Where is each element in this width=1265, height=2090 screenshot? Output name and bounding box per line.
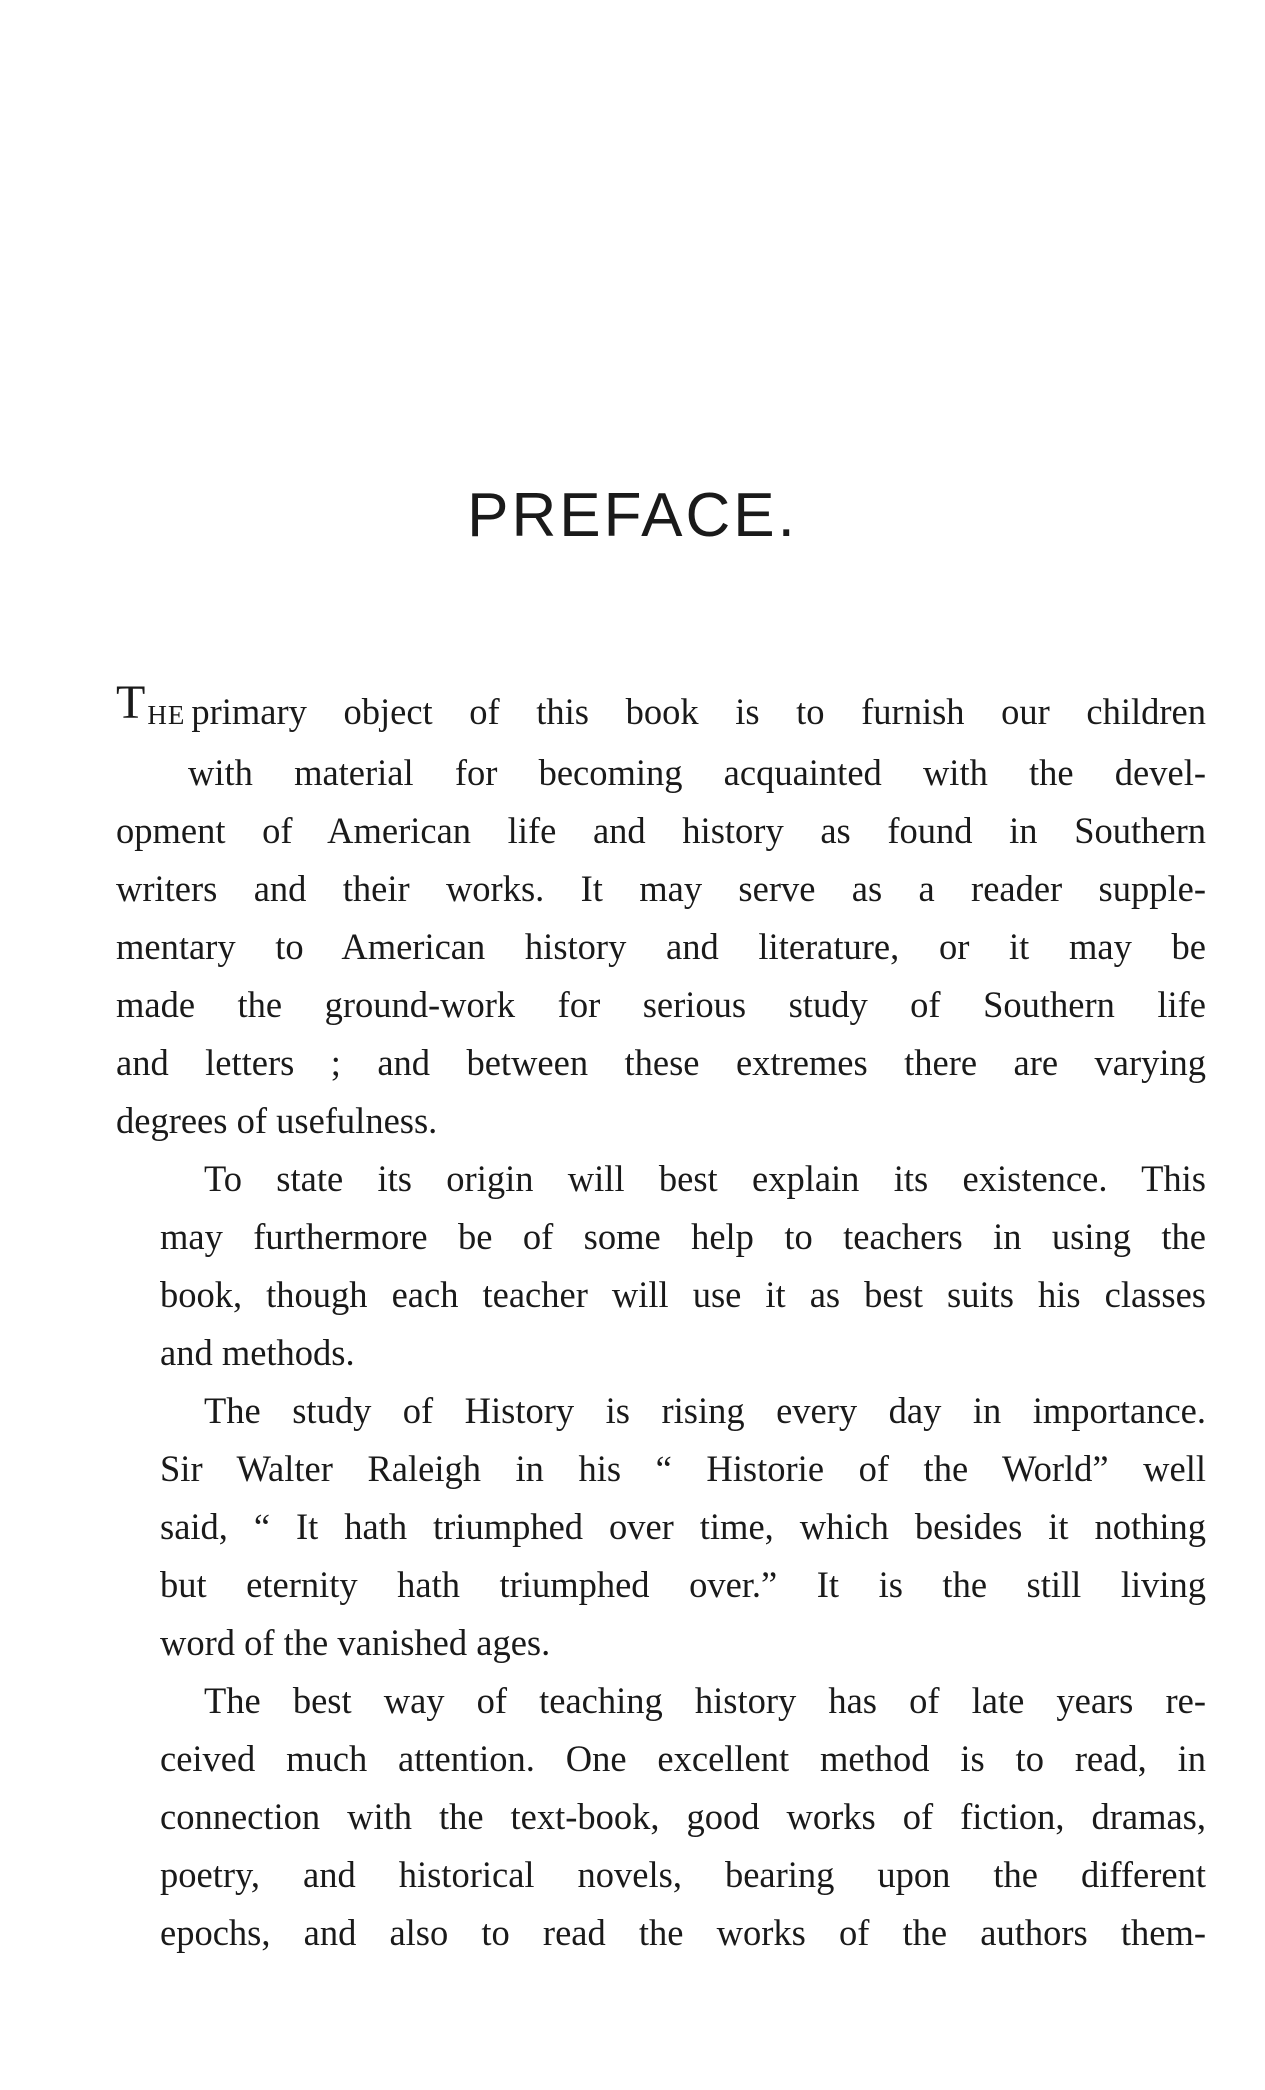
- text-line: Sir Walter Raleigh in his “ Historie of the World” well: [160, 1448, 1206, 1489]
- text-line: The study of History is rising every day in importance.: [204, 1390, 1206, 1431]
- page-title: PREFACE.: [467, 481, 798, 550]
- text-line: may furthermore be of some help to teachers in using the: [160, 1216, 1206, 1257]
- paragraph-3: [116, 1382, 1206, 1672]
- text-line: THE primary object of this book is to furnish our children: [116, 676, 1206, 732]
- text-line: mentary to American history and literature, or it may be: [116, 926, 1206, 967]
- text-line: ceived much attention. One excellent method is to read, in: [160, 1738, 1206, 1779]
- text-line: said, “ It hath triumphed over time, which besides it nothing: [160, 1506, 1206, 1547]
- text-line: To state its origin will best explain its existence. This: [204, 1158, 1206, 1199]
- paragraph-1: [116, 676, 1206, 1150]
- text-line: with material for becoming acquainted with the devel-: [188, 752, 1206, 793]
- text-line: word of the vanished ages.: [160, 1622, 551, 1663]
- text-line: made the ground-work for serious study of Southern life: [116, 984, 1206, 1025]
- text-line: opment of American life and history as found in Southern: [116, 810, 1206, 851]
- text-line: epochs, and also to read the works of the authors them-: [160, 1912, 1206, 1953]
- small-caps: HE: [147, 700, 186, 730]
- text-line: and letters ; and between these extremes there are varying: [116, 1042, 1206, 1083]
- text-line: connection with the text-book, good works of fiction, dramas,: [160, 1796, 1206, 1837]
- text-line: poetry, and historical novels, bearing upon the different: [160, 1854, 1206, 1895]
- preface-body: [116, 676, 1206, 1962]
- paragraph-4: [116, 1672, 1206, 1962]
- text-line: and methods.: [160, 1332, 355, 1373]
- paragraph-2: [116, 1150, 1206, 1382]
- drop-cap: T: [116, 676, 146, 729]
- text-line: writers and their works. It may serve as a reader supple-: [116, 868, 1206, 909]
- text-line: The best way of teaching history has of late years re-: [204, 1680, 1206, 1721]
- text-line: book, though each teacher will use it as best suits his classes: [160, 1274, 1206, 1315]
- text-line: but eternity hath triumphed over.” It is the still living: [160, 1564, 1206, 1605]
- text-line: degrees of usefulness.: [116, 1100, 438, 1141]
